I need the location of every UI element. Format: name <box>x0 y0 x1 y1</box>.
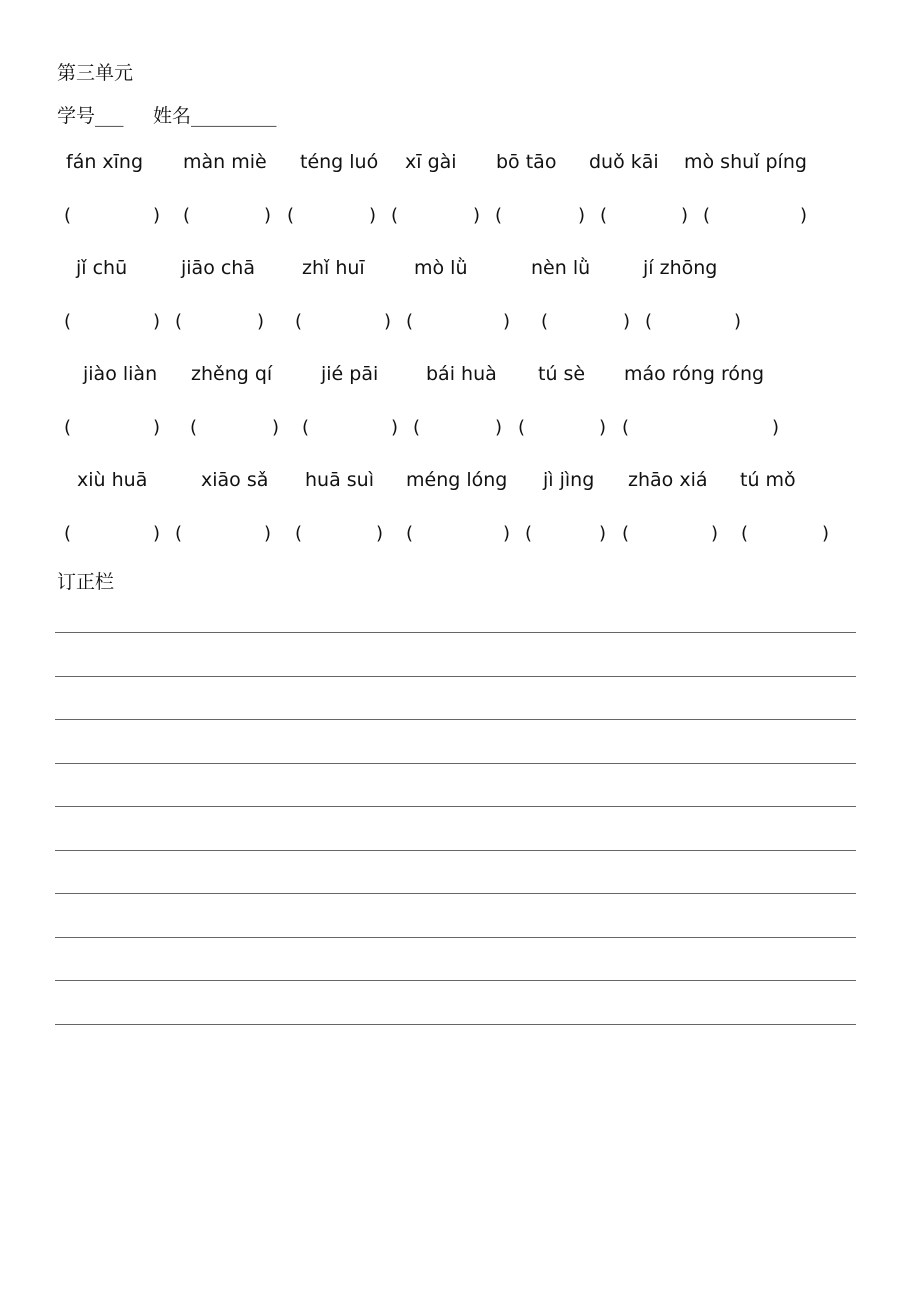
answer-close-paren: ) <box>264 523 272 544</box>
pinyin-item: tú sè <box>538 363 586 385</box>
answer-open-paren: ( <box>295 523 303 544</box>
correction-line[interactable] <box>55 632 856 633</box>
answer-open-paren: ( <box>64 523 72 544</box>
correction-line[interactable] <box>55 763 856 764</box>
answer-close-paren: ) <box>257 311 265 332</box>
answer-close-paren: ) <box>711 523 719 544</box>
answer-open-paren: ( <box>525 523 533 544</box>
student-number-blank[interactable]: ___ <box>95 105 124 127</box>
answer-close-paren: ) <box>800 205 808 226</box>
answer-open-paren: ( <box>406 311 414 332</box>
pinyin-item: duǒ kāi <box>589 151 659 173</box>
pinyin-item: huā suì <box>305 469 374 491</box>
correction-line[interactable] <box>55 719 856 720</box>
answer-open-paren: ( <box>64 205 72 226</box>
answer-open-paren: ( <box>741 523 749 544</box>
pinyin-item: jǐ chū <box>76 257 128 279</box>
answer-open-paren: ( <box>287 205 295 226</box>
student-name-blank[interactable]: _________ <box>191 105 277 127</box>
answer-open-paren: ( <box>495 205 503 226</box>
answer-open-paren: ( <box>175 523 183 544</box>
pinyin-item: xī gài <box>405 151 457 173</box>
correction-line[interactable] <box>55 806 856 807</box>
student-name-label: 姓名_________ <box>153 105 277 127</box>
pinyin-item: jí zhōng <box>643 257 718 279</box>
answer-close-paren: ) <box>369 205 377 226</box>
answer-open-paren: ( <box>541 311 549 332</box>
answer-close-paren: ) <box>153 311 161 332</box>
answer-close-paren: ) <box>473 205 481 226</box>
pinyin-item: jiāo chā <box>181 257 255 279</box>
answer-open-paren: ( <box>175 311 183 332</box>
unit-title: 第三单元 <box>57 62 134 84</box>
answer-close-paren: ) <box>153 523 161 544</box>
answer-close-paren: ) <box>376 523 384 544</box>
answer-close-paren: ) <box>599 417 607 438</box>
answer-close-paren: ) <box>153 417 161 438</box>
answer-open-paren: ( <box>645 311 653 332</box>
answer-close-paren: ) <box>599 523 607 544</box>
answer-close-paren: ) <box>503 311 511 332</box>
answer-close-paren: ) <box>772 417 780 438</box>
answer-open-paren: ( <box>703 205 711 226</box>
correction-line[interactable] <box>55 1024 856 1025</box>
answer-close-paren: ) <box>623 311 631 332</box>
answer-close-paren: ) <box>578 205 586 226</box>
answer-open-paren: ( <box>518 417 526 438</box>
correction-line[interactable] <box>55 850 856 851</box>
correction-line[interactable] <box>55 676 856 677</box>
pinyin-item: bái huà <box>426 363 497 385</box>
pinyin-item: jì jìng <box>543 469 595 491</box>
answer-close-paren: ) <box>391 417 399 438</box>
correction-label: 订正栏 <box>57 571 115 593</box>
answer-open-paren: ( <box>600 205 608 226</box>
student-number-label: 学号___ <box>57 105 124 127</box>
answer-close-paren: ) <box>384 311 392 332</box>
pinyin-item: xiù huā <box>77 469 148 491</box>
pinyin-item: màn miè <box>183 151 267 173</box>
pinyin-item: jié pāi <box>321 363 379 385</box>
pinyin-item: mò shuǐ píng <box>684 151 807 173</box>
pinyin-item: máo róng róng <box>624 363 765 385</box>
answer-open-paren: ( <box>183 205 191 226</box>
pinyin-item: téng luó <box>300 151 379 173</box>
answer-open-paren: ( <box>295 311 303 332</box>
correction-line[interactable] <box>55 893 856 894</box>
pinyin-item: jiào liàn <box>83 363 158 385</box>
pinyin-item: zhǐ huī <box>302 257 365 279</box>
answer-open-paren: ( <box>406 523 414 544</box>
pinyin-item: tú mǒ <box>740 469 796 491</box>
answer-close-paren: ) <box>153 205 161 226</box>
answer-close-paren: ) <box>272 417 280 438</box>
answer-close-paren: ) <box>822 523 830 544</box>
answer-open-paren: ( <box>391 205 399 226</box>
answer-open-paren: ( <box>302 417 310 438</box>
correction-line[interactable] <box>55 937 856 938</box>
answer-close-paren: ) <box>681 205 689 226</box>
answer-open-paren: ( <box>622 523 630 544</box>
pinyin-item: mò lǜ <box>414 257 468 279</box>
answer-open-paren: ( <box>64 311 72 332</box>
pinyin-item: xiāo sǎ <box>201 469 269 491</box>
pinyin-item: zhěng qí <box>191 363 273 385</box>
answer-close-paren: ) <box>503 523 511 544</box>
answer-close-paren: ) <box>264 205 272 226</box>
pinyin-item: nèn lǜ <box>531 257 591 279</box>
answer-open-paren: ( <box>413 417 421 438</box>
answer-open-paren: ( <box>622 417 630 438</box>
answer-open-paren: ( <box>64 417 72 438</box>
pinyin-item: zhāo xiá <box>628 469 708 491</box>
correction-line[interactable] <box>55 980 856 981</box>
pinyin-item: fán xīng <box>66 151 144 173</box>
answer-close-paren: ) <box>734 311 742 332</box>
pinyin-item: bō tāo <box>496 151 557 173</box>
answer-close-paren: ) <box>495 417 503 438</box>
pinyin-item: méng lóng <box>406 469 508 491</box>
answer-open-paren: ( <box>190 417 198 438</box>
